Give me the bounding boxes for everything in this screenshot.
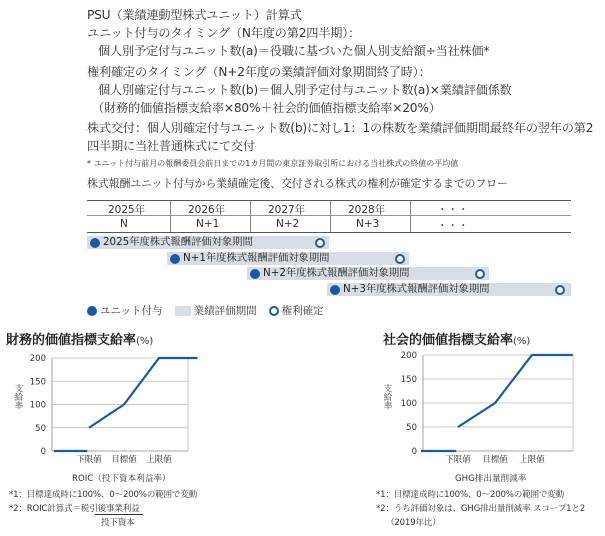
evaluation-coefficient: （財務的価値指標支給率×80%＋社会的価値指標支給率×20%）	[92, 101, 441, 115]
legend-evaluation-period: 業績評価期間	[193, 305, 257, 317]
x-tick-label: 下限値	[445, 455, 471, 465]
timeline-n-label: N	[120, 218, 128, 230]
timeline-year: ・・・	[437, 204, 469, 216]
legend-unit-grant: ユニット付与	[100, 305, 163, 317]
timeline-year: 2026年	[188, 204, 226, 216]
stock-price-footnote: * ユニット付与前月の報酬委員会前日までの1カ月間の東京証券取引所における当社株式の終値の平均値	[87, 159, 459, 168]
chart-note: *2：ROIC計算式＝税引後事業利益	[9, 504, 140, 514]
chart-title-unit: (%)	[513, 336, 531, 347]
y-axis-label: 支給率	[13, 384, 23, 410]
chart-title-text: 財務的価値指標支給率	[6, 333, 137, 348]
y-tick-label: 50	[35, 423, 46, 434]
chart-note: 投下資本	[101, 518, 135, 528]
x-tick-label: 目標値	[482, 455, 508, 465]
x-tick-label: 上限値	[519, 455, 545, 465]
x-tick-label: 上限値	[146, 455, 172, 465]
x-tick-label: 下限値	[76, 455, 102, 465]
y-axis-label: 支給率	[382, 384, 392, 410]
timeline-year: 2028年	[348, 204, 386, 216]
series-line	[458, 355, 573, 427]
confirmed-units-formula: 個人別確定付与ユニット数(b)＝個人別予定付与ユニット数(a)×業績評価係数	[98, 83, 512, 97]
chart-note: *1：目標達成時に100%、0～200%の範囲で変動	[376, 490, 565, 500]
legend-vesting: 権利確定	[281, 305, 324, 317]
chart-title-unit: (%)	[136, 336, 154, 347]
y-tick-label: 0	[40, 447, 46, 457]
planned-units-formula: 個人別予定付与ユニット数(a)＝役職に基づいた個人別支給額÷当社株価*	[98, 44, 490, 58]
x-axis-label: GHG排出量削減率	[455, 474, 527, 484]
timeline-year: 2025年	[108, 204, 146, 216]
y-tick-label: 150	[29, 377, 46, 388]
flow-title: 株式報酬ユニット付与から業績確定後、交付される株式の権利が確定するまでのフロー	[87, 177, 508, 190]
chart-title-text: 社会的価値指標支給率	[383, 333, 514, 348]
psu-formula-heading: PSU（業績連動型株式ユニット）計算式	[87, 8, 302, 22]
timeline-year: 2027年	[268, 204, 306, 216]
y-tick-label: 200	[400, 351, 417, 361]
timeline-n-label: N+2	[276, 218, 300, 230]
y-tick-label: 200	[29, 354, 46, 364]
x-tick-label: 目標値	[111, 455, 137, 465]
chart-note: （2019年比）	[386, 518, 441, 528]
series-line	[89, 358, 198, 428]
y-tick-label: 50	[406, 423, 417, 433]
timeline-n-label: ・・・	[437, 220, 469, 232]
chart-note: *1：目標達成時に100%、0～200%の範囲で変動	[9, 490, 198, 500]
y-tick-label: 100	[29, 400, 46, 411]
roic-fraction-bar	[95, 514, 143, 515]
bar-label-text: N+2年度株式報酬評価対象期間	[263, 267, 410, 279]
x-axis-label: ROIC（投下資本利益率）	[72, 474, 171, 484]
timeline-n-label: N+1	[196, 218, 220, 230]
share-delivery-line1: 株式交付：個人別確定付与ユニット数(b)に対し1：1の株数を業績評価期間最終年の翌年の第2	[87, 121, 594, 135]
vesting-timing: 権利確定のタイミング（N+2年度の業績評価対象期間終了時）：	[87, 65, 431, 79]
timeline-n-label: N+3	[356, 218, 380, 230]
y-tick-label: 150	[400, 375, 417, 385]
chart-note: *2：うち評価対象は、GHG排出量削減率 スコープ1と2	[376, 504, 586, 514]
unit-grant-timing: ユニット付与のタイミング（N年度の第2四半期）：	[87, 26, 361, 40]
y-tick-label: 100	[400, 399, 417, 409]
share-delivery-line2: 四半期に当社普通株式にて交付	[87, 139, 255, 153]
bar-label-text: 2025年度株式報酬評価対象期間	[103, 236, 253, 248]
y-tick-label: 0	[411, 447, 417, 457]
bar-label-text: N+3年度株式報酬評価対象期間	[343, 283, 490, 295]
bar-label-text: N+1年度株式報酬評価対象期間	[183, 252, 330, 264]
